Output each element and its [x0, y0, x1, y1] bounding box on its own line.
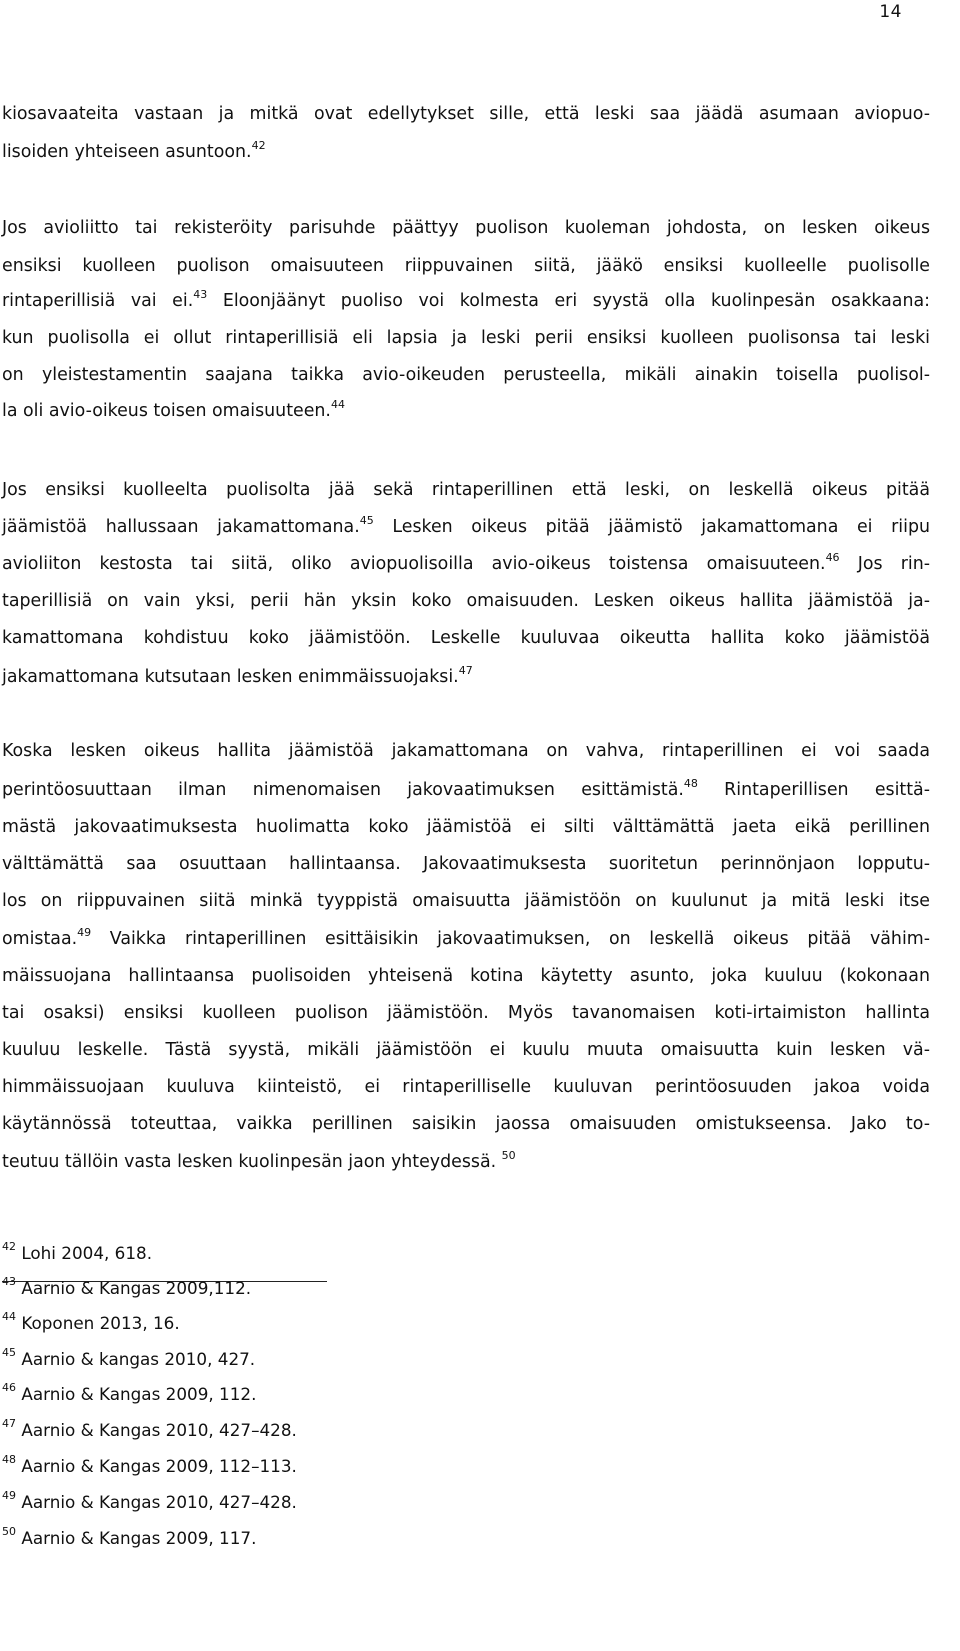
body-line-text: omistaa.	[2, 929, 78, 949]
body-line-text: rintaperillisiä vai ei.	[2, 291, 194, 311]
footnote-text: Aarnio & kangas 2010, 427.	[21, 1349, 256, 1369]
footnote-number: 46	[2, 1381, 16, 1394]
body-line	[2, 553, 930, 575]
body-line	[2, 516, 930, 538]
body-line-text: la oli avio-oikeus toisen omaisuuteen.	[2, 401, 331, 421]
footnote-number: 48	[2, 1453, 16, 1466]
footnote-item	[2, 1455, 297, 1477]
body-line	[2, 965, 930, 987]
footnote-text: Aarnio & Kangas 2009, 112–113.	[21, 1456, 297, 1476]
footnote-text: Aarnio & Kangas 2009, 117.	[21, 1528, 257, 1548]
footnote-number: 50	[2, 1525, 16, 1538]
footnote-text: Aarnio & Kangas 2010, 427–428.	[21, 1492, 297, 1512]
body-line-text: kun puolisolla ei ollut rintaperillisiä eli lapsia ja leski perii ensiksi kuolleen puolisonsa tai leski	[2, 328, 930, 348]
body-line-text: ensiksi kuolleen puolison omaisuuteen riippuvainen siitä, jääkö ensiksi kuolleelle puolisolle	[2, 256, 930, 276]
body-line	[2, 1002, 930, 1024]
body-line-text: perintöosuuttaan ilman nimenomaisen jakovaatimuksen esittämistä.	[2, 780, 684, 800]
body-line	[2, 890, 930, 912]
body-line-text: Jos ensiksi kuolleelta puolisolta jää sekä rintaperillinen että leski, on leskellä oikeus pitää	[2, 480, 930, 500]
body-line	[2, 1076, 930, 1098]
footnote-number: 42	[2, 1240, 16, 1253]
body-line	[2, 1151, 516, 1173]
footnote-item	[2, 1491, 297, 1513]
body-line-text: jäämistöä hallussaan jakamattomana.	[2, 517, 360, 537]
body-line-text: kamattomana kohdistuu koko jäämistöön. Leskelle kuuluvaa oikeutta hallita koko jäämistöä	[2, 628, 930, 648]
body-line-text-continued: Jos rin-	[839, 554, 930, 574]
footnote-item	[2, 1312, 180, 1334]
footnote-reference: 45	[359, 514, 374, 527]
footnote-reference: 44	[330, 398, 345, 411]
footnote-text: Aarnio & Kangas 2009,112.	[21, 1278, 252, 1298]
body-line	[2, 853, 930, 875]
body-line	[2, 364, 930, 386]
footnote-item	[2, 1383, 256, 1405]
body-line-text: mästä jakovaatimuksesta huolimatta koko jäämistöä ei silti välttämättä jaeta eikä perillinen	[2, 817, 930, 837]
body-line	[2, 816, 930, 838]
footnote-item	[2, 1419, 297, 1441]
footnote-reference: 42	[251, 139, 266, 152]
footnote-item	[2, 1242, 152, 1264]
body-line	[2, 141, 266, 163]
body-line	[2, 327, 930, 349]
footnote-reference: 49	[77, 926, 92, 939]
body-line-text-continued: Vaikka rintaperillinen esittäisikin jakovaatimuksen, on leskellä oikeus pitää vähim-	[91, 929, 930, 949]
footnote-item	[2, 1348, 255, 1370]
footnote-reference: 48	[683, 777, 698, 790]
body-line-text: himmäissuojaan kuuluva kiinteistö, ei rintaperilliselle kuuluvan perintöosuuden jakoa voida	[2, 1077, 930, 1097]
body-line	[2, 627, 930, 649]
body-line-text-continued: Eloonjäänyt puoliso voi kolmesta eri syystä olla kuolinpesän osakkaana:	[207, 291, 931, 311]
footnote-text: Koponen 2013, 16.	[21, 1313, 180, 1333]
body-line-text: mäissuojana hallintaansa puolisoiden yhteisenä kotina käytetty asunto, joka kuuluu (kokonaan	[2, 966, 930, 986]
body-line-text: Koska lesken oikeus hallita jäämistöä jakamattomana on vahva, rintaperillinen ei voi saada	[2, 741, 930, 761]
body-line	[2, 590, 930, 612]
page-number: 14	[879, 2, 902, 22]
body-line-text: käytännössä toteuttaa, vaikka perillinen saisikin jaossa omaisuuden omistukseensa. Jako to-	[2, 1114, 930, 1134]
body-line-text: jakamattomana kutsutaan lesken enimmäissuojaksi.	[2, 667, 459, 687]
body-line	[2, 255, 930, 277]
footnote-item	[2, 1277, 251, 1299]
body-line	[2, 290, 930, 312]
footnote-reference: 50	[501, 1149, 516, 1162]
body-line	[2, 1039, 930, 1061]
body-line	[2, 666, 473, 688]
body-line-text: tai osaksi) ensiksi kuolleen puolison jäämistöön. Myös tavanomaisen koti-irtaimiston hallinta	[2, 1003, 930, 1023]
body-line-text: los on riippuvainen siitä minkä tyyppistä omaisuutta jäämistöön on kuulunut ja mitä leski itse	[2, 891, 930, 911]
body-line	[2, 400, 345, 422]
body-line	[2, 103, 930, 125]
body-line-text: on yleistestamentin saajana taikka avio-oikeuden perusteella, mikäli ainakin toisella puolisol-	[2, 365, 930, 385]
body-line	[2, 928, 930, 950]
footnote-text: Aarnio & Kangas 2009, 112.	[21, 1384, 257, 1404]
body-line-text: Jos avioliitto tai rekisteröity parisuhde päättyy puolison kuoleman johdosta, on lesken oikeus	[2, 218, 930, 238]
body-line-text: taperillisiä on vain yksi, perii hän yksin koko omaisuuden. Lesken oikeus hallita jäämistöä ja-	[2, 591, 930, 611]
footnote-number: 47	[2, 1417, 16, 1430]
body-line	[2, 740, 930, 762]
footnote-number: 43	[2, 1275, 16, 1288]
body-line-text: teutuu tällöin vasta lesken kuolinpesän jaon yhteydessä.	[2, 1152, 502, 1172]
footnote-reference: 47	[458, 664, 473, 677]
body-line-text: kiosavaateita vastaan ja mitkä ovat edellytykset sille, että leski saa jäädä asumaan aviopuo-	[2, 104, 930, 124]
body-line	[2, 1113, 930, 1135]
body-line	[2, 479, 930, 501]
footnote-item	[2, 1527, 256, 1549]
footnote-text: Lohi 2004, 618.	[21, 1243, 153, 1263]
footnote-reference: 46	[825, 551, 840, 564]
body-line-text-continued: Rintaperillisen esittä-	[697, 780, 930, 800]
footnote-number: 44	[2, 1310, 16, 1323]
body-line-text: välttämättä saa osuuttaan hallintaansa. Jakovaatimuksesta suoritetun perinnönjaon lopputu-	[2, 854, 930, 874]
footnote-number: 45	[2, 1346, 16, 1359]
footnote-text: Aarnio & Kangas 2010, 427–428.	[21, 1420, 297, 1440]
footnote-number: 49	[2, 1489, 16, 1502]
body-line	[2, 779, 930, 801]
body-line	[2, 217, 930, 239]
body-line-text: lisoiden yhteiseen asuntoon.	[2, 142, 252, 162]
body-line-text-continued: Lesken oikeus pitää jäämistö jakamattomana ei riipu	[373, 517, 931, 537]
body-line-text: avioliiton kestosta tai siitä, oliko aviopuolisoilla avio-oikeus toistensa omaisuuteen.	[2, 554, 826, 574]
body-line-text: kuuluu leskelle. Tästä syystä, mikäli jäämistöön ei kuulu muuta omaisuutta kuin lesken vä-	[2, 1040, 930, 1060]
footnote-reference: 43	[193, 288, 208, 301]
